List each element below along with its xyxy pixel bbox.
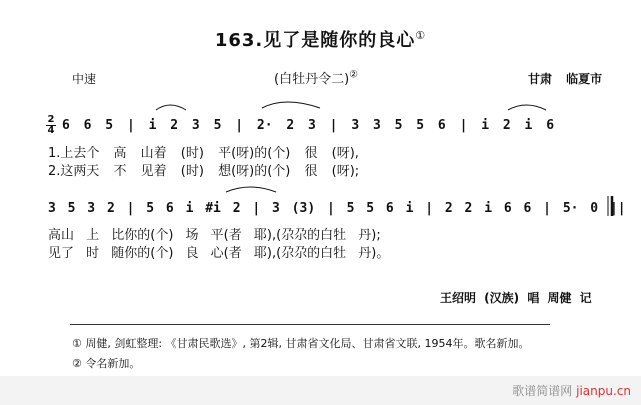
footnote-divider bbox=[70, 324, 550, 325]
lyric-line-1-verse-2: 2.这两天 不 见着 (时) 想(呀)的(个) 很 (呀); bbox=[48, 164, 360, 179]
score-line-2-notes: 3 5 3 2 | 5 6 i #i 2 | 3 (3) | 5 5 6 i | 2 2 i 6 6 | 5· 0 || bbox=[48, 201, 626, 216]
subtitle-text: (白牡丹令二) bbox=[274, 72, 350, 87]
song-title-text: 163.见了是随你的良心 bbox=[214, 30, 416, 51]
time-signature-bottom: 4 bbox=[47, 125, 55, 136]
watermark-url: jianpu.cn bbox=[576, 384, 631, 398]
title-footnote-mark: ① bbox=[415, 29, 427, 42]
time-signature-top: 2 bbox=[47, 114, 55, 125]
site-watermark bbox=[512, 382, 631, 399]
slur-mark bbox=[226, 187, 276, 192]
score-line-1-notes: 6 6 5 | i 2 3 5 | 2· 2 3 | 3 3 5 5 6 | i 2 i 6 bbox=[62, 118, 555, 133]
performer-credit: 王绍明 (汉族) 唱 周健 记 bbox=[440, 291, 592, 305]
lyric-line-2-verse-2: 见了 时 随你的(个) 良 心(者 耶),(尕尕的白牡 丹)。 bbox=[48, 246, 390, 261]
lyric-line-2-verse-1: 高山 上 比你的(个) 场 平(者 耶),(尕尕的白牡 丹); bbox=[48, 228, 381, 243]
watermark-site: 歌谱简谱网 bbox=[512, 384, 573, 398]
tempo-marking: 中速 bbox=[72, 72, 97, 86]
slur-mark bbox=[262, 102, 320, 108]
lyric-line-1-verse-1: 1.上去个 高 山着 (时) 平(呀)的(个) 很 (呀), bbox=[48, 146, 359, 161]
region-label: 甘肃 临夏市 bbox=[528, 72, 603, 86]
slur-mark bbox=[156, 105, 186, 110]
footnote-1: ① 周健, 剑虹整理: 《甘肃民歌选》, 第2辑, 甘肃省文化局、甘肃省文联, 1954年。歌名新加。 bbox=[72, 337, 530, 350]
subtitle-footnote-mark: ② bbox=[349, 69, 359, 81]
footnote-2: ② 令名新加。 bbox=[72, 357, 141, 370]
slur-mark bbox=[508, 105, 546, 110]
